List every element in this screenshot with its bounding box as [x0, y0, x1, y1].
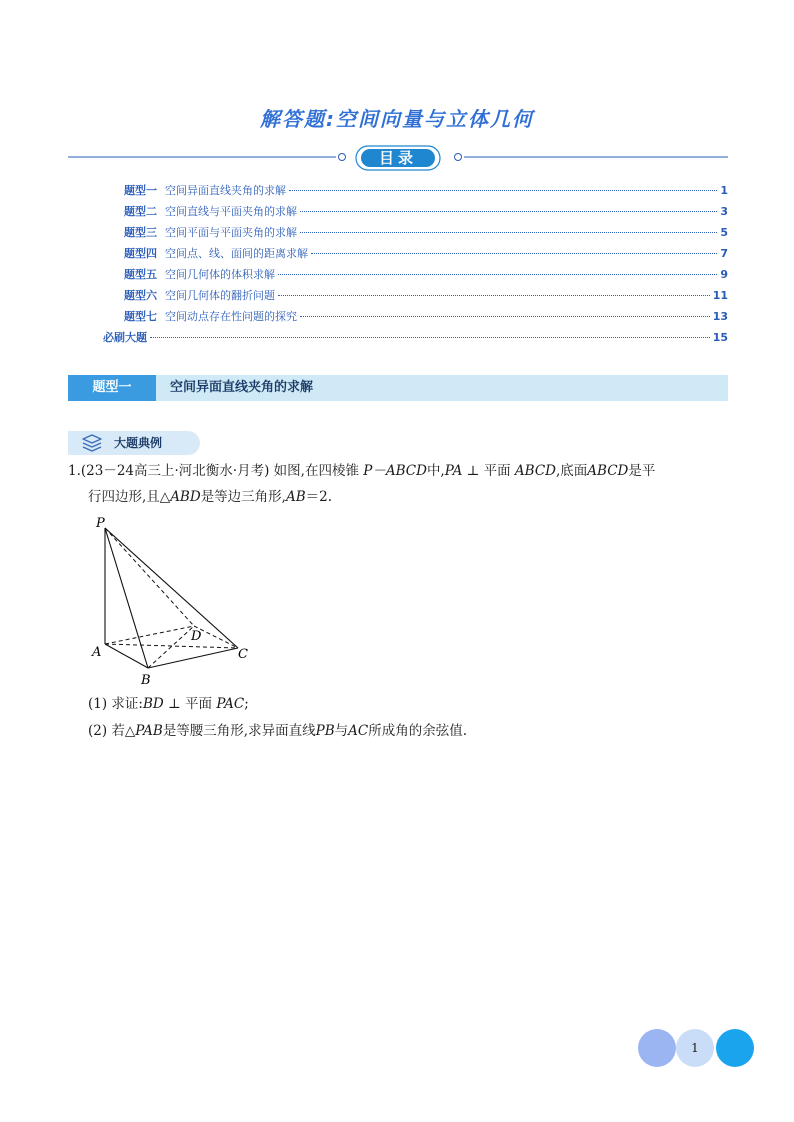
toc-entry[interactable]: [124, 182, 728, 200]
question-text: 是等腰三角形,求异面直线: [162, 723, 316, 739]
toc-entry[interactable]: [124, 245, 728, 263]
problem-text: 如图,在四棱锥: [273, 463, 359, 479]
toc-entry-text: 空间动点存在性问题的探究: [165, 310, 297, 323]
toc-leader: [150, 337, 710, 338]
toc-entry-text: 空间直线与平面夹角的求解: [165, 205, 297, 218]
toc-entry-category: 题型五: [124, 268, 157, 281]
math-var: PAC: [216, 696, 245, 712]
toc-entry-text: 空间几何体的体积求解: [165, 268, 275, 281]
toc-entry-category: 题型二: [124, 205, 157, 218]
problem-line-1: [68, 458, 728, 484]
math-var: AB: [285, 489, 306, 505]
problem-text: 是平: [628, 463, 656, 479]
pyramid-figure: [88, 514, 260, 690]
question-1: [88, 693, 249, 715]
toc-entry-page: 9: [720, 268, 728, 281]
toc-entry-page: 5: [720, 226, 728, 239]
toc-entry-category: 题型三: [124, 226, 157, 239]
toc-entry[interactable]: [124, 203, 728, 221]
problem-text: ⊥ 平面: [466, 463, 511, 479]
vertex-label-a: A: [92, 645, 102, 660]
layers-icon: [82, 434, 102, 452]
vertex-label-d: D: [191, 629, 202, 644]
page-number: 1: [691, 1041, 699, 1055]
problem-text: 中,: [426, 463, 445, 479]
toc-entry-page: 7: [720, 247, 728, 260]
math-var: ABCD: [587, 463, 629, 479]
toc-entry-category: 题型七: [124, 310, 157, 323]
vertex-label-c: C: [238, 647, 248, 662]
toc-leader: [300, 211, 717, 212]
toc-entry[interactable]: [124, 287, 728, 305]
toc-heading: 目录: [378, 149, 417, 167]
example-label: [68, 431, 200, 455]
problem-text: ,底面: [556, 463, 588, 479]
toc-entry[interactable]: [124, 224, 728, 242]
section-tag: 题型一: [68, 375, 156, 401]
toc-entry-category: 必刷大题: [103, 331, 147, 344]
problem-number: 1.: [68, 463, 81, 479]
vertex-label-b: B: [141, 673, 151, 688]
toc-entry-page: 11: [712, 289, 728, 302]
problem-text: ＝2.: [305, 489, 333, 505]
math-var: AC: [348, 723, 369, 739]
question-text: ⊥ 平面: [168, 696, 213, 712]
toc-entry-page: 3: [720, 205, 728, 218]
question-text: ;: [244, 696, 249, 712]
toc-leader: [300, 316, 710, 317]
question-text: (1) 求证:: [88, 696, 143, 712]
toc-leader: [278, 274, 717, 275]
toc-entry-text: 空间异面直线夹角的求解: [165, 184, 286, 197]
toc-entry-text: 空间几何体的翻折问题: [165, 289, 275, 302]
toc-leader: [289, 190, 717, 191]
math-var: PA: [444, 463, 463, 479]
vertex-label-p: P: [96, 516, 105, 531]
problem-text: 是等边三角形,: [200, 489, 286, 505]
toc-entry-page: 15: [712, 331, 728, 344]
math-var: PAB: [135, 723, 163, 739]
section-title: 空间异面直线夹角的求解: [170, 380, 314, 395]
toc-entry-page: 13: [712, 310, 728, 323]
question-text: 与: [334, 723, 349, 739]
math-var: ABD: [170, 489, 201, 505]
toc-leader: [278, 295, 710, 296]
math-var: PB: [315, 723, 335, 739]
toc-entry-category: 题型一: [124, 184, 157, 197]
toc-entry-page: 1: [720, 184, 728, 197]
problem-line-2: [88, 484, 728, 510]
toc-entry-text: 空间点、线、面间的距离求解: [165, 247, 308, 260]
toc-entry-category: 题型六: [124, 289, 157, 302]
problem-source: (23－24高三上·河北衡水·月考): [80, 463, 270, 479]
problem-text: 行四边形,且△: [88, 489, 171, 505]
example-label-text: 大题典例: [114, 436, 163, 450]
toc-entry[interactable]: [124, 266, 728, 284]
toc-entry-category: 题型四: [124, 247, 157, 260]
toc-entry[interactable]: [103, 329, 728, 347]
toc-entry[interactable]: [124, 308, 728, 326]
question-2: [88, 720, 467, 742]
math-var: P－ABCD: [363, 463, 427, 479]
math-var: BD: [142, 696, 164, 712]
toc-entry-text: 空间平面与平面夹角的求解: [165, 226, 297, 239]
document-title: 解答题:空间向量与立体几何: [260, 107, 534, 131]
toc-leader: [311, 253, 717, 254]
toc-leader: [300, 232, 717, 233]
question-text: 所成角的余弦值.: [368, 723, 468, 739]
math-var: ABCD: [514, 463, 556, 479]
section-header: [68, 375, 728, 401]
question-text: (2) 若△: [88, 723, 136, 739]
